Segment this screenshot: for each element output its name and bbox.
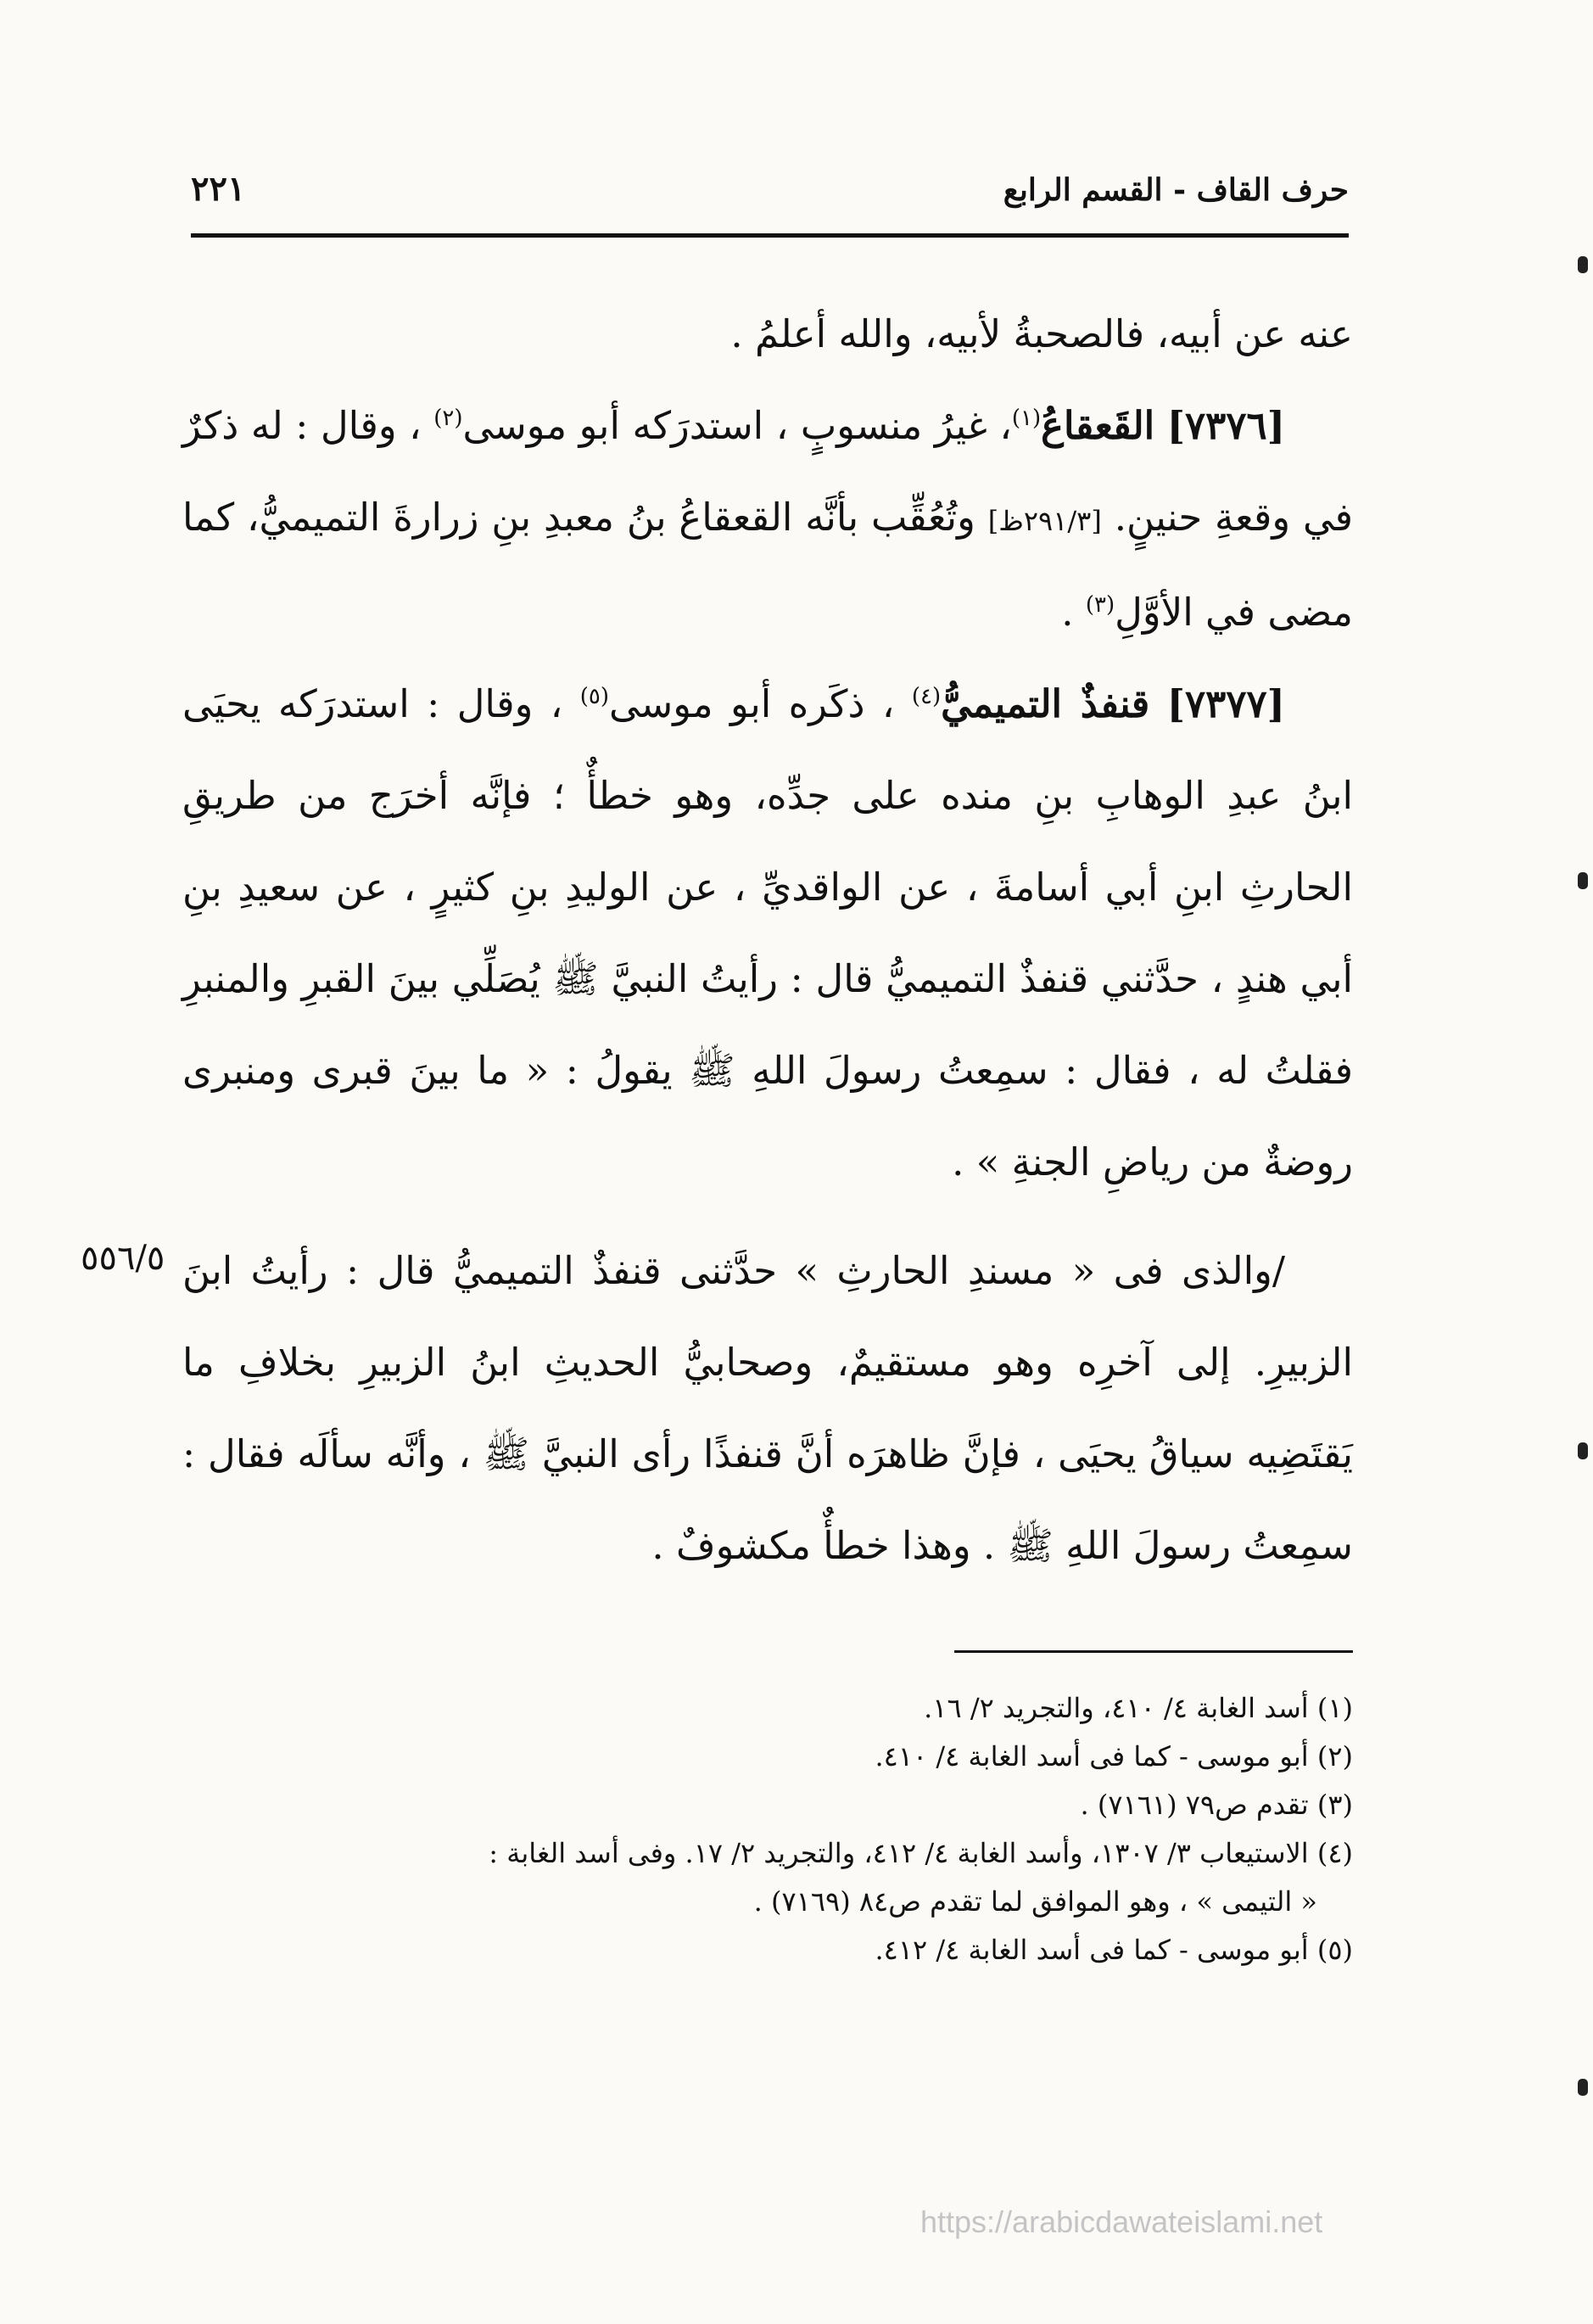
manuscript-ref: [٢٩١/٣ظ]	[987, 505, 1102, 537]
watermark: https://arabicdawateislami.net	[920, 2204, 1323, 2239]
running-title: حرف القاف - القسم الرابع	[1003, 172, 1349, 208]
entry-text: ، ذكَره أبو موسى	[608, 681, 895, 726]
footnote-4-continued: « التيمى » ، وهو الموافق لما تقدم ص٨٤ (٧١٦٩) .	[753, 1885, 1317, 1918]
footnote-marker: (٥)	[579, 684, 609, 709]
paragraph-4: /والذى فى « مسندِ الحارثِ » حدَّثنى قنفذٌ التميميُّ قال : رأيتُ ابنَ الزبيرِ. إلى آخرِه وهو مستقيمٌ، وصحابيُّ الحديثِ ابنُ الزبيرِ بخلافِ ما يَقتَضِيه سياقُ يحيَى ، فإنَّ ظاهرَه أنَّ قنفذًا رأى النبيَّ ﷺ ، وأنَّه سألَه فقال : سمِعتُ رسولَ اللهِ ﷺ . وهذا خطأٌ مكشوفٌ .	[182, 1248, 1353, 1568]
body-text	[182, 288, 1353, 1592]
scan-edge-mark	[1578, 1442, 1588, 1459]
footnotes	[182, 1684, 1353, 1974]
entry-text: ، غيرُ منسوبٍ ، استدرَكه أبو موسى	[462, 403, 1012, 448]
footnote-2: (٢) أبو موسى - كما فى أسد الغابة ٤/ ٤١٠.	[875, 1740, 1353, 1772]
scan-edge-mark	[1578, 872, 1588, 889]
footnote-5: (٥) أبو موسى - كما فى أسد الغابة ٤/ ٤١٢.	[875, 1934, 1353, 1966]
page-number: ٢٢١	[191, 169, 246, 209]
entry-name: قنفذٌ التميميُّ	[941, 681, 1150, 726]
entry-text: وتُعُقِّب بأنَّه القعقاعُ بنُ معبدِ بنِ زرارةَ التميميُّ، كما مضى في الأوَّلِ	[182, 495, 1353, 635]
footnote-1: (١) أسد الغابة ٤/ ٤١٠، والتجريد ٢/ ١٦.	[924, 1692, 1353, 1724]
entry-text: ، وقال : له ذكرٌ في وقعةِ حنينٍ.	[182, 403, 1353, 540]
page-header	[191, 165, 1349, 233]
footnote-4: (٤) الاستيعاب ٣/ ١٣٠٧، وأسد الغابة ٤/ ٤١٢، والتجريد ٢/ ١٧. وفى أسد الغابة :	[489, 1837, 1353, 1869]
footnote-rule	[954, 1650, 1353, 1653]
footnote-3: (٣) تقدم ص٧٩ (٧١٦١) .	[1080, 1789, 1353, 1821]
entry-text: .	[1061, 590, 1074, 635]
scan-edge-mark	[1578, 256, 1588, 273]
margin-reference: ٥٥٦/٥	[81, 1239, 165, 1278]
entry-name: القَعقاعُ	[1041, 403, 1155, 448]
entry-number: [٧٣٧٧]	[1166, 681, 1285, 726]
entry-text: ، وقال : استدرَكه يحيَى ابنُ عبدِ الوهابِ بنِ منده على جدِّه، وهو خطأٌ ؛ فإنَّه أخرَج من طريقِ الحارثِ ابنِ أبي أسامةَ ، عن الواقديِّ ، عن الوليدِ بنِ كثيرٍ ، عن سعيدِ بنِ أبي هندٍ ، حدَّثني قنفذٌ التميميُّ قال : رأيتُ النبيَّ ﷺ يُصَلِّي بينَ القبرِ والمنبرِ فقلتُ له ، فقال : سمِعتُ رسولَ اللهِ ﷺ يقولُ : « ما بينَ قبرى ومنبرى روضةٌ من رياضِ الجنةِ » .	[182, 681, 1353, 1184]
paragraph-1: عنه عن أبيه، فالصحبةُ لأبيه، والله أعلمُ .	[730, 311, 1353, 356]
entry-number: [٧٣٧٦]	[1166, 403, 1285, 448]
scan-edge-mark	[1578, 2079, 1588, 2096]
footnote-marker: (١)	[1011, 406, 1042, 431]
footnote-marker: (٤)	[911, 684, 942, 709]
footnote-marker: (٢)	[433, 406, 463, 431]
entry-7376	[182, 380, 1353, 658]
header-rule	[191, 233, 1349, 238]
entry-7377	[182, 658, 1353, 1208]
footnote-marker: (٣)	[1085, 592, 1115, 618]
